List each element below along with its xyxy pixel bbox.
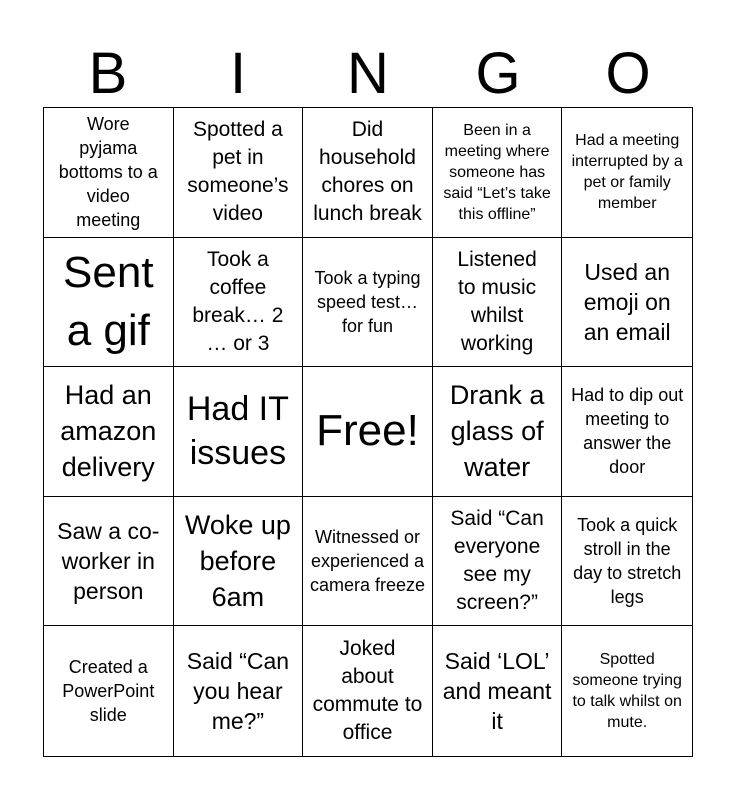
bingo-cell[interactable] [562, 497, 692, 627]
cell-text: Woke up before 6am [184, 510, 291, 613]
cell-text: Listened to music whilst working [457, 247, 537, 355]
cell-text: Created a PowerPoint slide [62, 657, 155, 726]
header-letter-g: G [475, 41, 521, 106]
bingo-cell[interactable] [44, 497, 174, 627]
bingo-cell[interactable] [44, 238, 174, 368]
bingo-header [43, 40, 693, 108]
cell-text: Saw a co-worker in person [57, 518, 160, 605]
bingo-cell[interactable] [44, 108, 174, 238]
header-letter-b: B [88, 41, 128, 106]
cell-text: Had a meeting interrupted by a pet or family member [571, 132, 683, 213]
bingo-cell[interactable] [174, 367, 304, 497]
cell-text: Said “Can you hear me?” [186, 648, 290, 735]
bingo-cell[interactable] [174, 238, 304, 368]
header-letter-o: O [605, 41, 651, 106]
cell-text: Drank a glass of water [449, 380, 545, 483]
bingo-cell[interactable] [433, 497, 563, 627]
bingo-cell[interactable] [433, 626, 563, 756]
bingo-cell[interactable] [562, 108, 692, 238]
cell-text: Had to dip out meeting to answer the door [571, 385, 684, 478]
cell-text: Used an emoji on an email [583, 258, 671, 345]
bingo-cell[interactable] [44, 626, 174, 756]
bingo-cell[interactable] [562, 367, 692, 497]
cell-text: Took a coffee break… 2 … or 3 [192, 247, 284, 355]
bingo-cell[interactable] [174, 108, 304, 238]
cell-text: Spotted a pet in someone’s video [187, 118, 289, 226]
bingo-cell[interactable] [174, 626, 304, 756]
cell-text: Said “Can everyone see my screen?” [450, 507, 544, 615]
cell-text: Took a quick stroll in the day to stretch legs [573, 515, 682, 608]
cell-text: Had IT issues [186, 390, 289, 473]
bingo-cell[interactable] [562, 626, 692, 756]
bingo-cell[interactable] [174, 497, 304, 627]
bingo-cell[interactable] [44, 367, 174, 497]
cell-text: Had an amazon delivery [60, 380, 157, 483]
cell-text: Said ‘LOL’ and meant it [442, 648, 552, 735]
bingo-cell[interactable] [303, 238, 433, 368]
free-space-cell[interactable] [303, 367, 433, 497]
cell-text: Spotted someone trying to talk whilst on mute. [572, 651, 682, 732]
cell-text: Did household chores on lunch break [313, 118, 422, 226]
cell-text: Joked about commute to office [312, 637, 423, 745]
cell-text: Witnessed or experienced a camera freeze [309, 527, 426, 596]
header-letter-n: N [347, 41, 389, 106]
bingo-cell[interactable] [433, 367, 563, 497]
cell-text: Took a typing speed test… for fun [314, 267, 421, 336]
bingo-cell[interactable] [303, 108, 433, 238]
bingo-cell[interactable] [433, 238, 563, 368]
header-letter-i: I [229, 41, 247, 106]
bingo-cell[interactable] [303, 497, 433, 627]
bingo-card-grid [43, 107, 693, 757]
cell-text: Sent a gif [63, 247, 154, 355]
cell-text: Been in a meeting where someone has said “Let’s take this offline” [443, 121, 551, 223]
cell-text: Free! [316, 406, 419, 456]
bingo-cell[interactable] [562, 238, 692, 368]
cell-text: Wore pyjama bottoms to a video meeting [58, 114, 158, 231]
bingo-cell[interactable] [433, 108, 563, 238]
bingo-cell[interactable] [303, 626, 433, 756]
